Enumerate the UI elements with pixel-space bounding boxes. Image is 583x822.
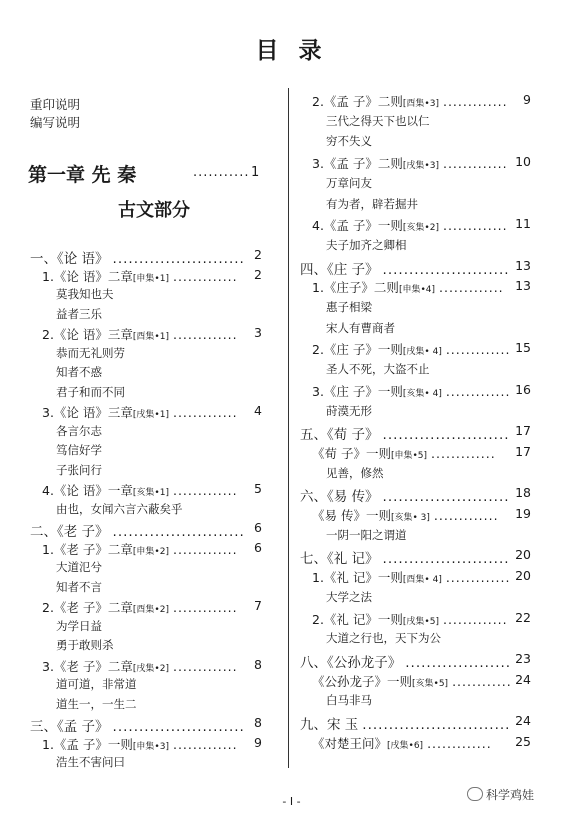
toc-leader-dots: ............. — [442, 218, 508, 234]
toc-entry[interactable] — [312, 506, 499, 524]
toc-entry[interactable] — [312, 672, 512, 690]
chapter-dots: ........... — [193, 165, 250, 180]
watermark — [467, 786, 534, 803]
toc-entry-title: 五、《荀 子》 — [300, 427, 379, 444]
toc-leader-dots: ............. — [431, 445, 496, 461]
toc-entry-title: 1.《庄子》二则 — [312, 280, 399, 296]
toc-entry-title: 二、《老 子》 — [30, 524, 109, 540]
toc-leader-dots: ............................ — [362, 717, 511, 733]
toc-entry-collection-tag: [酉集• 4] — [402, 575, 442, 586]
toc-leader-dots: ......................... — [112, 524, 245, 540]
toc-subtitle: 夫子加齐之卿相 — [326, 237, 407, 252]
toc-entry-collection-tag: [酉集•1] — [132, 332, 169, 342]
wechat-icon — [467, 787, 483, 801]
section-title: 古文部分 — [118, 200, 190, 221]
toc-entry[interactable] — [42, 267, 238, 285]
toc-entry[interactable] — [312, 154, 508, 172]
toc-entry-title: 2.《庄 子》一则 — [312, 342, 403, 358]
toc-page-number: 18 — [515, 485, 531, 501]
toc-entry-collection-tag: [戌集•6] — [387, 740, 424, 751]
toc-page-number: 23 — [515, 650, 531, 666]
toc-page-number: 2 — [254, 247, 262, 262]
toc-page-number: 2 — [254, 266, 262, 282]
toc-entry-title: 2.《礼 记》一则 — [312, 611, 403, 627]
toc-entry-collection-tag: [申集•2] — [132, 546, 169, 557]
toc-entry-collection-tag: [戌集•2] — [132, 663, 169, 674]
toc-entry-title: 《对楚王问》 — [312, 735, 388, 751]
toc-entry-collection-tag: [戌集•1] — [132, 410, 169, 420]
toc-entry[interactable] — [312, 734, 492, 752]
toc-leader-dots: ............. — [172, 327, 238, 342]
toc-entry[interactable] — [312, 340, 510, 358]
toc-leader-dots: ............. — [442, 611, 508, 627]
toc-leader-dots: ............ — [452, 673, 512, 689]
toc-page-number: 16 — [515, 381, 531, 397]
toc-entry-collection-tag: [申集•4] — [398, 285, 435, 296]
toc-entry-title: 四、《庄 子》 — [300, 261, 379, 278]
toc-page-number: 8 — [254, 656, 262, 672]
front-item-reprint-note: 重印说明 — [30, 97, 81, 112]
toc-leader-dots: ............. — [439, 280, 504, 296]
toc-entry-title: 七、《礼 记》 — [300, 551, 379, 568]
toc-entry-collection-tag: [亥集•1] — [132, 488, 169, 498]
toc-section-heading[interactable] — [300, 485, 510, 505]
toc-entry[interactable] — [42, 481, 238, 499]
toc-entry-title: 4.《孟 子》一则 — [312, 218, 403, 234]
toc-subtitle: 莳漠无形 — [326, 403, 372, 418]
column-divider — [288, 88, 289, 768]
toc-entry[interactable] — [312, 216, 508, 234]
toc-entry-title: 《荀 子》一则 — [312, 445, 391, 461]
toc-entry[interactable] — [312, 278, 504, 296]
toc-entry[interactable] — [312, 92, 508, 110]
toc-entry[interactable] — [42, 403, 238, 421]
front-item-editing-note: 编写说明 — [30, 115, 81, 130]
toc-page-number: 24 — [515, 713, 531, 728]
toc-entry-collection-tag: [亥集•2] — [402, 223, 439, 234]
toc-subtitle: 见善，修然 — [326, 465, 384, 480]
toc-entry-collection-tag: [戌集•5] — [402, 616, 439, 627]
toc-leader-dots: ............. — [445, 342, 511, 358]
toc-subtitle: 为学日益 — [56, 618, 102, 633]
toc-entry[interactable] — [42, 735, 238, 753]
toc-subtitle: 大道氾兮 — [56, 560, 102, 574]
toc-page-number: 6 — [254, 539, 262, 555]
toc-entry-collection-tag: [亥集•5] — [412, 678, 449, 689]
toc-entry[interactable] — [42, 598, 238, 616]
toc-leader-dots: .................... — [405, 654, 512, 671]
toc-leader-dots: ............. — [442, 94, 508, 109]
toc-section-heading[interactable] — [300, 651, 511, 671]
toc-leader-dots: ............. — [445, 383, 511, 399]
toc-entry[interactable] — [42, 540, 238, 558]
toc-entry-collection-tag: [戌集• 4] — [402, 347, 442, 358]
toc-leader-dots: ........................ — [382, 551, 510, 568]
toc-entry-title: 九、宋 玉 — [300, 717, 359, 733]
toc-entry-title: 《公孙龙子》一则 — [312, 673, 413, 689]
toc-leader-dots: ............. — [172, 483, 238, 498]
toc-subtitle: 三代之得天下也以仁 — [326, 113, 430, 128]
toc-leader-dots: ............. — [172, 405, 238, 420]
toc-subtitle: 穷不失义 — [326, 134, 372, 149]
toc-entry[interactable] — [42, 657, 238, 675]
toc-subtitle: 万章问友 — [326, 175, 372, 190]
toc-page-number: 20 — [515, 568, 531, 584]
toc-leader-dots: ......................... — [112, 251, 245, 267]
toc-entry-title: 2.《老 子》二章 — [42, 600, 133, 615]
toc-subtitle: 惠子相梁 — [326, 300, 372, 314]
toc-entry-title: 3.《老 子》二章 — [42, 658, 133, 674]
toc-entry-collection-tag: [亥集• 4] — [402, 388, 442, 399]
toc-entry-title: 1.《老 子》二章 — [42, 541, 133, 557]
toc-leader-dots: ............. — [433, 508, 499, 523]
toc-page-number: 20 — [515, 547, 531, 563]
toc-subtitle: 知者不言 — [56, 579, 102, 594]
toc-entry-collection-tag: [酉集•2] — [132, 605, 169, 615]
toc-page-number: 17 — [515, 443, 531, 459]
toc-section-heading[interactable] — [300, 713, 510, 733]
toc-leader-dots: ............. — [172, 658, 238, 674]
toc-subtitle: 子张问行 — [56, 462, 102, 477]
toc-entry-collection-tag: [酉集•3] — [402, 99, 439, 109]
toc-entry-title: 2.《孟 子》二则 — [312, 94, 403, 109]
toc-leader-dots: ............. — [427, 735, 492, 751]
toc-subtitle: 勇于敢则杀 — [56, 638, 114, 652]
toc-subtitle: 恭而无礼则劳 — [56, 345, 125, 360]
page-title: 目 录 — [255, 38, 328, 64]
toc-subtitle: 道生一，一生二 — [56, 696, 137, 711]
toc-page-number: 3 — [254, 325, 262, 340]
toc-section-heading[interactable] — [30, 520, 245, 540]
toc-entry-title: 六、《易 传》 — [300, 489, 379, 506]
toc-page-number: 5 — [254, 481, 262, 496]
toc-entry-collection-tag: [亥集• 3] — [390, 513, 430, 523]
toc-subtitle: 大道之行也，天下为公 — [326, 631, 441, 646]
toc-page-number: 7 — [254, 598, 262, 613]
toc-subtitle: 一阴一阳之谓道 — [326, 527, 407, 542]
toc-page-number: 24 — [515, 671, 531, 687]
toc-page-number: 13 — [515, 278, 531, 294]
toc-subtitle: 由也，女闻六言六蔽矣乎 — [56, 501, 183, 516]
toc-entry-title: 2.《论 语》三章 — [42, 327, 133, 342]
toc-page-number: 19 — [515, 506, 531, 521]
toc-entry-title: 八、《公孙龙子》 — [300, 654, 402, 671]
toc-subtitle: 大学之法 — [326, 589, 372, 604]
toc-subtitle: 笃信好学 — [56, 443, 102, 457]
toc-page-number: 17 — [515, 423, 531, 439]
toc-subtitle: 浩生不害问曰 — [56, 755, 125, 769]
toc-leader-dots: ............. — [445, 570, 511, 586]
toc-leader-dots: ........................ — [382, 261, 510, 278]
toc-entry-collection-tag: [申集•1] — [132, 273, 169, 284]
chapter-title: 第一章 先 秦 — [28, 164, 137, 186]
toc-leader-dots: ........................ — [382, 489, 510, 506]
toc-entry-collection-tag: [戌集•3] — [402, 161, 439, 172]
toc-entry-title: 3.《庄 子》一则 — [312, 383, 403, 399]
toc-entry-title: 3.《论 语》三章 — [42, 405, 133, 420]
toc-section-heading[interactable] — [30, 247, 245, 267]
toc-page-number: 8 — [254, 715, 262, 730]
toc-leader-dots: ......................... — [112, 719, 245, 735]
toc-page-number: 25 — [515, 733, 531, 749]
toc-page-number: 22 — [515, 609, 531, 625]
toc-subtitle: 道可道，非常道 — [56, 677, 137, 691]
toc-page-number: 4 — [254, 403, 262, 418]
toc-subtitle: 莫我知也夫 — [56, 287, 114, 301]
toc-leader-dots: ............. — [172, 600, 238, 615]
toc-leader-dots: ............. — [172, 268, 238, 284]
toc-entry-collection-tag: [申集•3] — [132, 741, 169, 752]
watermark-text: 科学鸡娃 — [486, 788, 535, 802]
toc-subtitle: 白马非马 — [326, 693, 372, 708]
toc-section-heading[interactable] — [30, 715, 245, 735]
toc-entry-title: 《易 传》一则 — [312, 508, 391, 523]
toc-subtitle: 有为者，辟若掘井 — [326, 196, 418, 211]
toc-page-number: 13 — [515, 257, 531, 273]
toc-leader-dots: ............. — [442, 156, 508, 172]
toc-section-heading[interactable] — [300, 423, 510, 443]
toc-subtitle: 君子和而不同 — [56, 384, 125, 399]
toc-entry-collection-tag: [申集•5] — [390, 450, 428, 461]
toc-section-heading[interactable] — [300, 258, 510, 278]
toc-section-heading[interactable] — [300, 547, 510, 567]
toc-page-number: 10 — [515, 154, 531, 170]
toc-leader-dots: ........................ — [382, 427, 510, 444]
toc-page-number: 15 — [515, 340, 531, 356]
toc-page-number: 9 — [523, 92, 531, 107]
toc-entry[interactable] — [312, 610, 508, 628]
toc-entry-title: 一、《论 语》 — [30, 251, 109, 267]
page-footer: - I - — [282, 795, 301, 808]
toc-subtitle: 知者不惑 — [56, 365, 102, 379]
toc-subtitle: 圣人不死，大盗不止 — [326, 362, 430, 377]
toc-entry-title: 1.《礼 记》一则 — [312, 570, 403, 586]
toc-subtitle: 宋人有曹商者 — [326, 320, 395, 335]
toc-page-number: 6 — [254, 520, 262, 535]
toc-leader-dots: ............. — [172, 736, 238, 752]
toc-entry-title: 1.《孟 子》一则 — [42, 736, 133, 752]
toc-entry[interactable] — [312, 568, 510, 586]
toc-entry[interactable] — [312, 382, 510, 400]
toc-entry-title: 4.《论 语》一章 — [42, 483, 133, 498]
toc-subtitle: 各言尔志 — [56, 423, 102, 438]
toc-page-number: 9 — [254, 734, 262, 750]
toc-entry-title: 3.《孟 子》二则 — [312, 156, 403, 172]
toc-page-number: 11 — [515, 216, 531, 232]
toc-leader-dots: ............. — [172, 541, 238, 557]
toc-entry[interactable] — [42, 325, 238, 343]
toc-subtitle: 益者三乐 — [56, 306, 102, 321]
toc-entry-title: 1.《论 语》二章 — [42, 268, 133, 284]
toc-entry[interactable] — [312, 444, 496, 462]
chapter-page-number: 1 — [251, 165, 260, 180]
toc-entry-title: 三、《孟 子》 — [30, 719, 109, 735]
